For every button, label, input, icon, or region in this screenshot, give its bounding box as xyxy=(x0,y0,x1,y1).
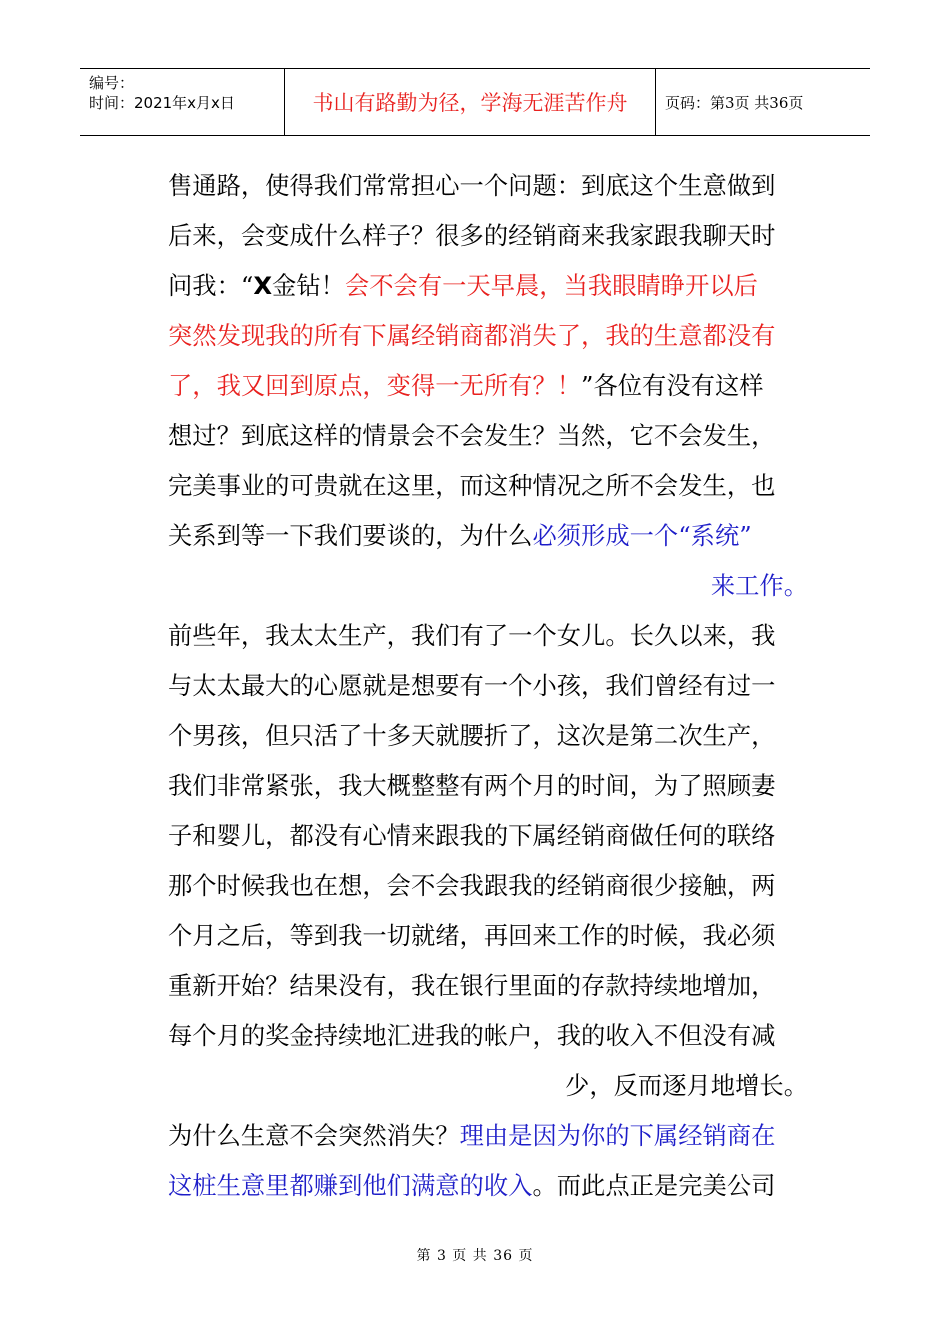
document-number-label: 编号： xyxy=(89,74,135,92)
text-line: 完美事业的可贵就在这里，而这种情况之所不会发生，也 xyxy=(168,471,776,500)
text-line: 想过？到底这样的情景会不会发生？当然，它不会发生， xyxy=(168,421,776,450)
text-line: 少，反而逐月地增长。 xyxy=(565,1071,808,1100)
text-line: 个月之后，等到我一切就绪，再回来工作的时候，我必须 xyxy=(168,921,776,950)
body-text xyxy=(168,161,808,1211)
text-line xyxy=(168,1161,808,1211)
text-line: 每个月的奖金持续地汇进我的帐户，我的收入不但没有减 xyxy=(168,1021,776,1050)
text-line: 个男孩，但只活了十多天就腰折了，这次是第二次生产， xyxy=(168,721,776,750)
text-line: 售通路，使得我们常常担心一个问题：到底这个生意做到 xyxy=(168,171,776,200)
page-footer: 第 3 页 共 36 页 xyxy=(416,1248,534,1264)
text-line xyxy=(168,261,808,311)
text-line: 重新开始？结果没有，我在银行里面的存款持续地增加， xyxy=(168,971,776,1000)
text-run: 问我：“ xyxy=(168,271,254,300)
header-motto: 书山有路勤为径，学海无涯苦作舟 xyxy=(284,69,656,135)
highlight-blue: 这桩生意里都赚到他们满意的收入 xyxy=(168,1171,533,1200)
highlight-red: 了，我又回到原点，变得一无所有？！ xyxy=(168,371,582,400)
text-line: 后来，会变成什么样子？很多的经销商来我家跟我聊天时 xyxy=(168,221,776,250)
text-run: 为什么生意不会突然消失？ xyxy=(168,1121,460,1150)
text-line: 我们非常紧张，我大概整整有两个月的时间，为了照顾妻 xyxy=(168,771,776,800)
document-date: 时间：2021年x月x日 xyxy=(89,94,235,112)
page-header xyxy=(80,68,870,136)
text-line: 子和婴儿，都没有心情来跟我的下属经销商做任何的联络 xyxy=(168,821,776,850)
highlight-blue: 理由是因为你的下属经销商在 xyxy=(459,1121,776,1150)
text-line: 前些年，我太太生产，我们有了一个女儿。长久以来，我 xyxy=(168,621,776,650)
text-line xyxy=(168,1111,808,1161)
highlight-blue: 必须形成一个“系统” xyxy=(532,521,752,550)
text-run: 关系到等一下我们要谈的，为什么 xyxy=(168,521,533,550)
highlight-red-line: 突然发现我的所有下属经销商都消失了，我的生意都没有 xyxy=(168,321,776,350)
text-run-bold: X xyxy=(253,271,273,300)
text-line xyxy=(168,511,808,561)
text-run: 金钻！ xyxy=(272,271,345,300)
header-meta xyxy=(80,69,284,135)
highlight-blue-line: 来工作。 xyxy=(710,571,808,600)
text-run: 。而此点正是完美公司 xyxy=(532,1171,776,1200)
text-run: ”各位有没有这样 xyxy=(581,371,764,400)
highlight-red: 会不会有一天早晨，当我眼睛睁开以后 xyxy=(344,271,758,300)
header-page-info: 页码：第3页 共36页 xyxy=(665,93,804,112)
text-line: 那个时候我也在想，会不会我跟我的经销商很少接触，两 xyxy=(168,871,776,900)
text-line xyxy=(168,361,808,411)
text-line: 与太太最大的心愿就是想要有一个小孩，我们曾经有过一 xyxy=(168,671,776,700)
